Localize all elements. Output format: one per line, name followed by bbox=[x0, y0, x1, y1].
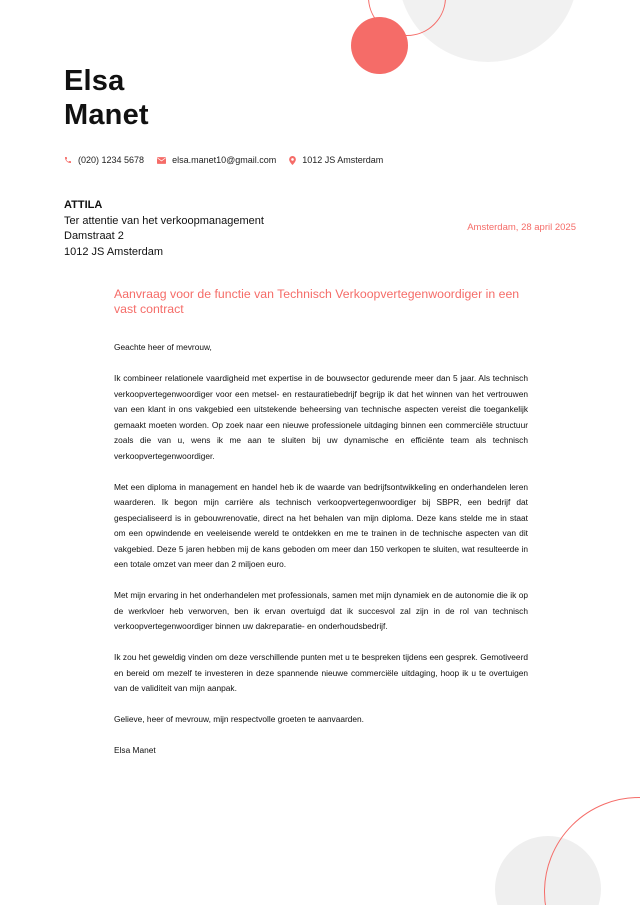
decorative-ring-bottom bbox=[544, 797, 640, 905]
recipient-company: ATTILA bbox=[64, 199, 103, 211]
recipient-street: Damstraat 2 bbox=[64, 230, 124, 242]
letter-body bbox=[114, 340, 528, 774]
closing: Gelieve, heer of mevrouw, mijn respectvolle groeten te aanvaarden. bbox=[114, 714, 364, 724]
body-paragraph: Met een diploma in management en handel heb ik de waarde van bedrijfsontwikkeling en onderhandelen leren waarderen. Ik begon mijn carrière als technisch verkoopvertegenwoordiger bij SBPR, een bedrijf dat gespecialiseerd is in gebouwrenovatie, direct na het behalen van mijn diploma. Deze kans stelde me in staat om een opwindende en veeleisende wereld te ontdekken en me te trainen in de technische aspecten van dit vakgebied. Deze 5 jaren hebben mij de kans geboden om meer dan 150 verkopen te sluiten, wat resulteerde in een totale omzet van meer dan 2 miljoen euro. bbox=[114, 481, 528, 569]
body-paragraph: Ik combineer relationele vaardigheid met expertise in de bouwsector gedurende meer dan 5 jaar. Als technisch verkoopvertegenwoordiger voor een metsel- en restauratiebedrijf begrijp ik dat het winnen van het vertrouwen van een klant in ons vakgebied een uitstekende beheersing van technische aspecten vereist die toegankelijk gemaakt moeten worden. Op zoek naar een nieuwe professionele uitdaging binnen een commerciële structuur zoals die van u, wens ik me aan te sluiten bij uw dynamische en efficiënte team als technisch verkoopvertegenwoordiger. bbox=[114, 373, 528, 461]
letter-date: Amsterdam, 28 april 2025 bbox=[467, 222, 576, 233]
decorative-circle-coral-top bbox=[351, 17, 408, 74]
phone-text[interactable]: (020) 1234 5678 bbox=[78, 155, 145, 165]
envelope-icon bbox=[157, 157, 166, 164]
email-text[interactable]: elsa.manet10@gmail.com bbox=[172, 155, 277, 165]
sender-name bbox=[64, 64, 149, 132]
contact-email bbox=[157, 155, 276, 165]
body-paragraph: Met mijn ervaring in het onderhandelen met professionals, samen met mijn dynamiek en de autonomie die ik op de werkvloer heb verworven, ben ik ervan overtuigd dat ik succesvol zal zijn in de rol van technisch verkoopvertegenwoordiger binnen uw dakreparatie- en onderhoudsbedrijf. bbox=[114, 590, 528, 631]
phone-icon bbox=[64, 156, 72, 164]
recipient-address bbox=[64, 198, 264, 260]
letter-subject: Aanvraag voor de functie van Technisch Verkoopvertegenwoordiger in een vast contract bbox=[114, 287, 520, 316]
sender-first-name: Elsa bbox=[64, 65, 125, 97]
salutation: Geachte heer of mevrouw, bbox=[114, 342, 212, 352]
sender-last-name: Manet bbox=[64, 99, 149, 131]
signature: Elsa Manet bbox=[114, 745, 156, 755]
body-paragraph: Ik zou het geweldig vinden om deze verschillende punten met u te bespreken tijdens een gesprek. Gemotiveerd en bereid om mezelf te investeren in deze spannende nieuwe commerciële uitdaging, hoop ik u te overtuigen van de validiteit van mijn aanpak. bbox=[114, 652, 528, 693]
map-pin-icon bbox=[289, 156, 296, 165]
recipient-city: 1012 JS Amsterdam bbox=[64, 245, 164, 258]
contact-bar bbox=[64, 155, 396, 165]
contact-phone bbox=[64, 155, 144, 165]
recipient-attention: Ter attentie van het verkoopmanagement bbox=[64, 214, 264, 227]
location-text: 1012 JS Amsterdam bbox=[302, 155, 384, 165]
contact-location bbox=[289, 155, 383, 165]
